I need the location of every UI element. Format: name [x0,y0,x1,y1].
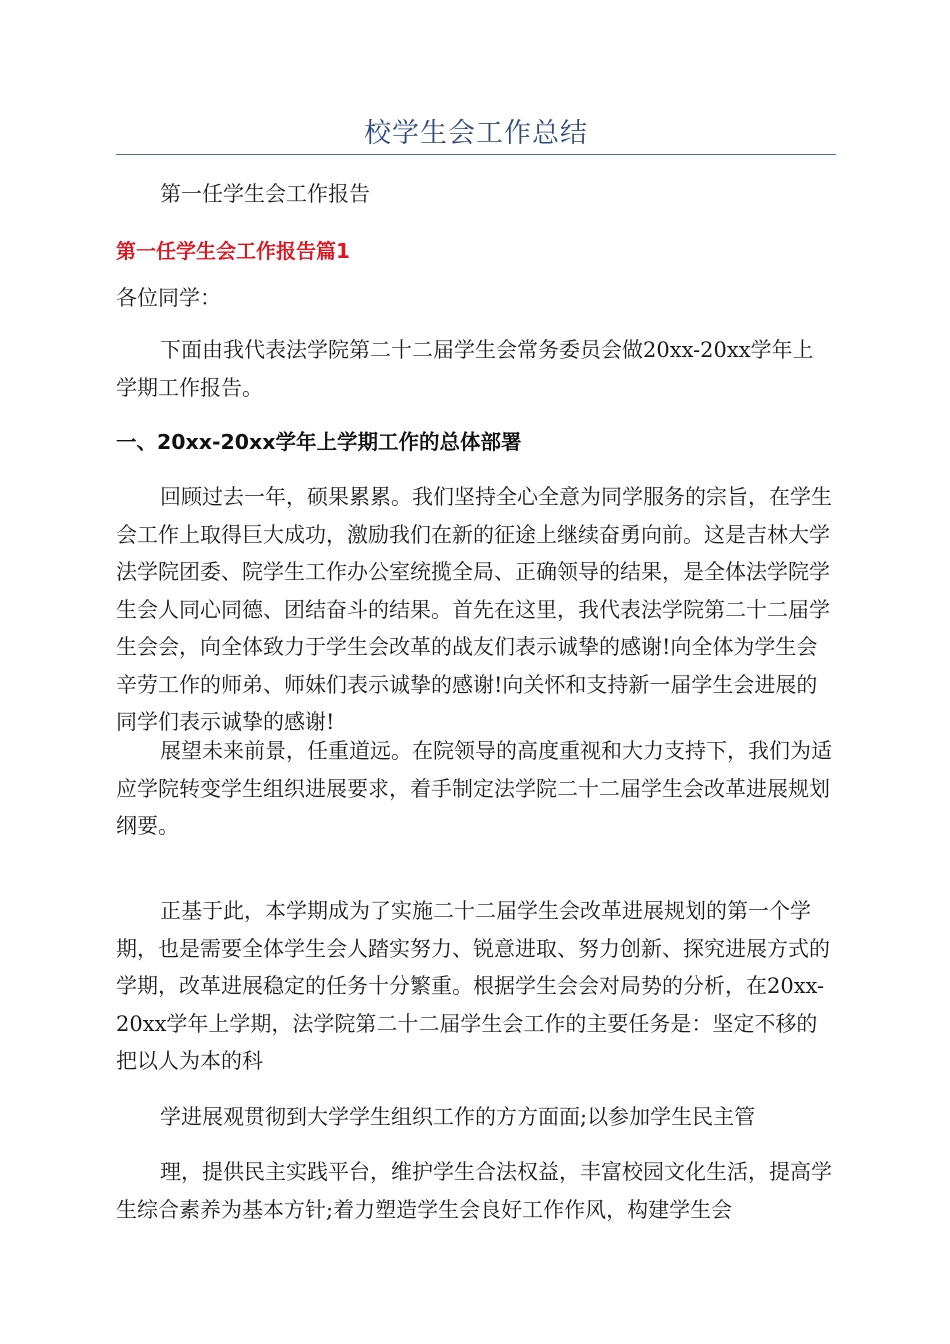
heading-one: 一、20xx-20xx学年上学期工作的总体部署 [116,430,522,454]
intro-paragraph: 下面由我代表法学院第二十二届学生会常务委员会做20xx-20xx学年上学期工作报告。 [116,338,814,400]
body-paragraph-3: 正基于此，本学期成为了实施二十二届学生会改革进展规划的第一个学期，也是需要全体学生会人踏实努力、锐意进取、努力创新、探究进展方式的学期，改革进展稳定的任务十分繁重。根据学生会会对局势的分析，在20xx-20xx学年上学期，法学院第二十二届学生会工作的主要任务是：坚定不移的把以人为本的科 [116,899,830,1073]
title-underline [116,154,836,155]
body-paragraph-1: 回顾过去一年，硕果累累。我们坚持全心全意为同学服务的宗旨，在学生会工作上取得巨大成功，激励我们在新的征途上继续奋勇向前。这是吉林大学法学院团委、院学生工作办公室统揽全局、正确领导的结果，是全体法学院学生会人同心同德、团结奋斗的结果。首先在这里，我代表法学院第二十二届学生会会，向全体致力于学生会改革的战友们表示诚挚的感谢!向全体为学生会辛劳工作的师弟、师妹们表示诚挚的感谢!向关怀和支持新一届学生会进展的同学们表示诚挚的感谢! [116,485,832,734]
document-title: 校学生会工作总结 [364,118,588,149]
salutation: 各位同学： [116,286,221,310]
section-heading: 第一任学生会工作报告篇1 [116,239,350,263]
body-paragraph-5: 理，提供民主实践平台，维护学生合法权益，丰富校园文化生活，提高学生综合素养为基本方针;着力塑造学生会良好工作作风，构建学生会 [116,1160,832,1222]
body-paragraph-4: 学进展观贯彻到大学学生组织工作的方方面面;以参加学生民主管 [160,1105,756,1129]
report-subtitle: 第一任学生会工作报告 [160,182,370,206]
body-paragraph-2: 展望未来前景，任重道远。在院领导的高度重视和大力支持下，我们为适应学院转变学生组织进展要求，着手制定法学院二十二届学生会改革进展规划纲要。 [116,739,832,838]
